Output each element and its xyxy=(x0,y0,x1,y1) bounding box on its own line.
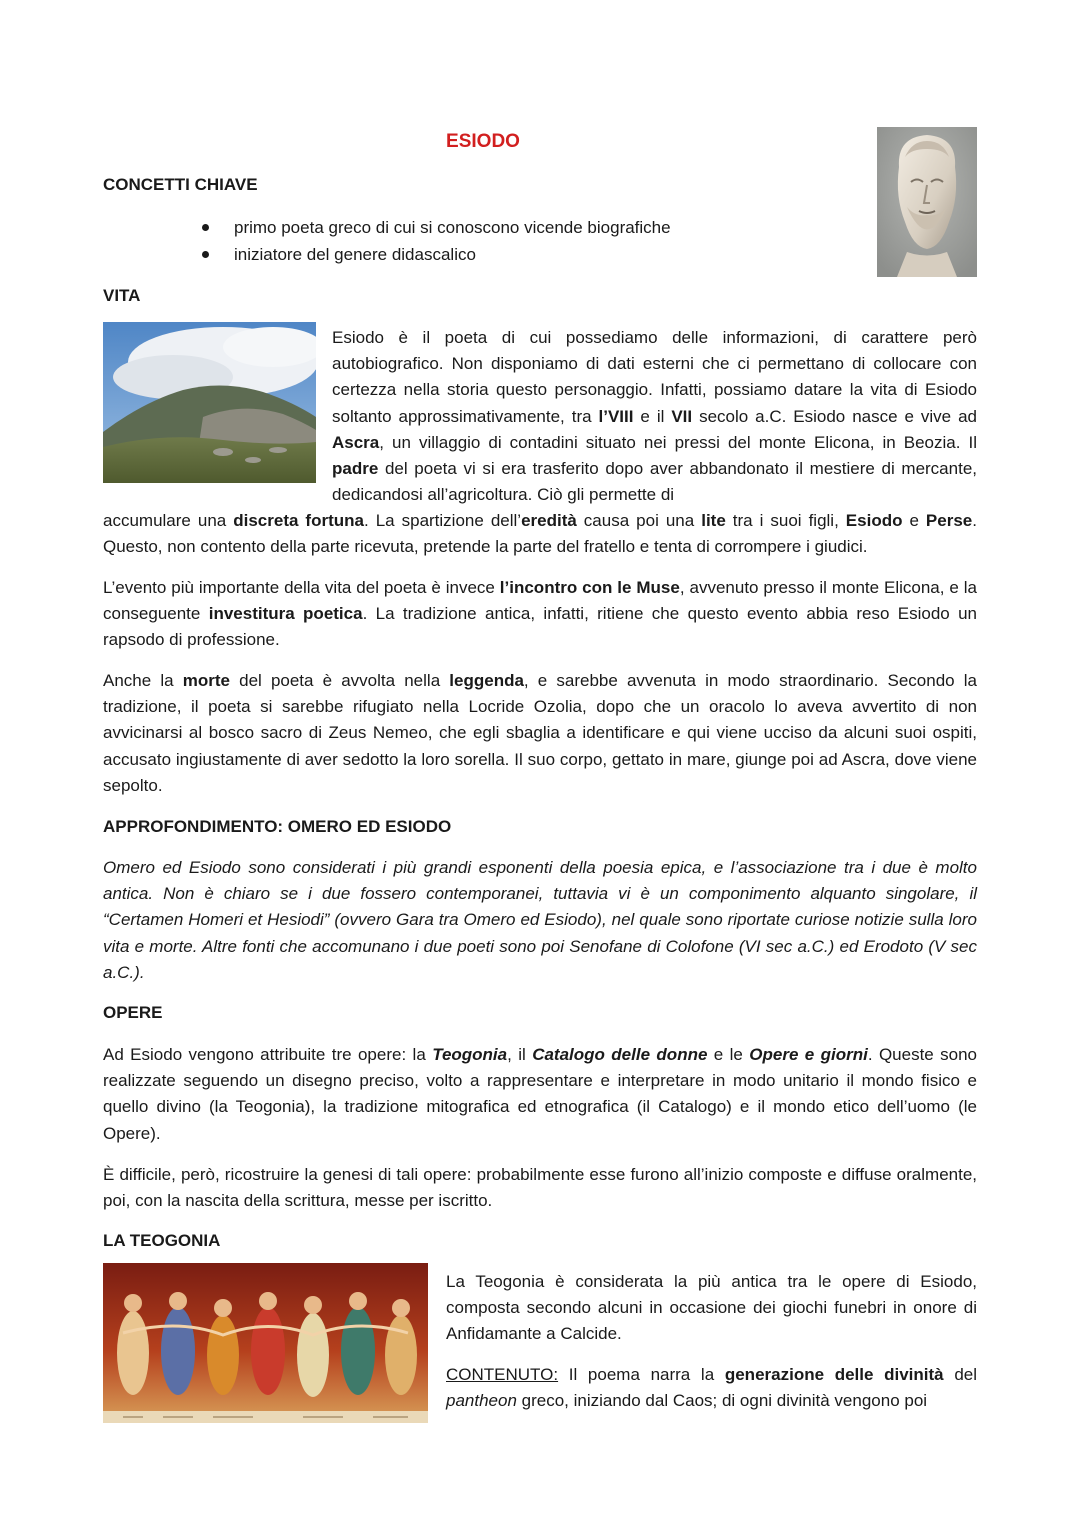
teogonia-paragraph-2: CONTENUTO: Il poema narra la generazione delle divinità del pantheon greco, iniziando dal Caos; di ogni divinità vengono poi xyxy=(446,1365,977,1411)
section-heading-teogonia: LA TEOGONIA xyxy=(103,1231,221,1250)
hesiod-bust-image xyxy=(877,127,977,277)
mount-helicon-image xyxy=(103,322,316,483)
vita-paragraph-3: Anche la morte del poeta è avvolta nella leggenda, e sarebbe avvenuta in modo straordinario. Secondo la tradizione, il poeta si sarebbe rifugiato nella Locride Ozolia, dopo che un oracolo lo aveva avvertito di non avvicinarsi al bosco sacro di Zeus Nemeo, che egli sbaglia a identificare e qui viene ucciso da alcuni suoi ospiti, accusato ingiustamente di aver sedotto la loro sorella. Il suo corpo, gettato in mare, giunge poi ad Ascra, dove viene sepolto. xyxy=(103,671,977,795)
section-heading-opere: OPERE xyxy=(103,1003,163,1022)
opere-paragraph-1: Ad Esiodo vengono attribuite tre opere: la Teogonia, il Catalogo delle donne e le Opere e giorni. Queste sono realizzate seguendo un disegno preciso, volto a rappresentare e interpretare in modo unitario il mondo fisico e quello divino (la Teogonia), la tradizione mitografica ed etnografica (il Catalogo) e il mondo etico dell’uomo (le Opere). xyxy=(103,1045,978,1143)
key-concepts-list xyxy=(202,214,671,268)
list-item: iniziatore del genere didascalico xyxy=(202,241,671,268)
opere-paragraph-2: È difficile, però, ricostruire la genesi di tali opere: probabilmente esse furono all’inizio composte e diffuse oralmente, poi, con la nascita della scrittura, messe per iscritto. xyxy=(103,1165,977,1211)
approfondimento-paragraph: Omero ed Esiodo sono considerati i più grandi esponenti della poesia epica, e l’associazione tra i due è molto antica. Non è chiaro se i due fossero contemporanei, tuttavia vi è un componimento alquanto singolare, il “Certamen Homeri et Hesiodi” (ovvero Gara tra Omero ed Esiodo), nel quale sono riportate curiose notizie sulla loro vita e morte. Altre fonti che accomunano i due poeti sono poi Senofane di Colofone (VI sec a.C.) ed Erodoto (V sec a.C.). xyxy=(103,858,977,982)
page-title: ESIODO xyxy=(446,131,520,152)
muses-dancing-fresco-image xyxy=(103,1263,428,1423)
list-item: primo poeta greco di cui si conoscono vicende biografiche xyxy=(202,214,671,241)
section-heading-approfondimento: APPROFONDIMENTO: OMERO ED ESIODO xyxy=(103,817,452,836)
section-heading-vita: VITA xyxy=(103,286,141,305)
teogonia-paragraph-1: La Teogonia è considerata la più antica tra le opere di Esiodo, composta secondo alcuni in occasione dei giochi funebri in onore di Anfidamante a Calcide. xyxy=(446,1272,977,1344)
vita-paragraph-1a: Esiodo è il poeta di cui possediamo delle informazioni, di carattere però autobiografico. Non disponiamo di dati esterni che ci permettano di collocare con certezza nella storia questo personaggio. Infatti, possiamo datare la vita di Esiodo soltanto approssimativamente, tra l’VIII e il VII secolo a.C. Esiodo nasce e vive ad Ascra, un villaggio di contadini situato nei pressi del monte Elicona, in Beozia. Il padre del poeta vi si era trasferito dopo aver abbandonato il mestiere di mercante, dedicandosi all’agricoltura. Ciò gli permette di xyxy=(332,328,977,505)
vita-paragraph-2: L’evento più importante della vita del poeta è invece l’incontro con le Muse, avvenuto presso il monte Elicona, e la conseguente investitura poetica. La tradizione antica, infatti, ritiene che questo evento abbia reso Esiodo un rapsodo di professione. xyxy=(103,578,977,650)
section-heading-concetti: CONCETTI CHIAVE xyxy=(103,175,258,194)
vita-paragraph-1b: accumulare una discreta fortuna. La spartizione dell’eredità causa poi una lite tra i suoi figli, Esiodo e Perse. Questo, non contento della parte ricevuta, pretende la parte del fratello e tenta di corrompere i giudici. xyxy=(103,511,977,557)
